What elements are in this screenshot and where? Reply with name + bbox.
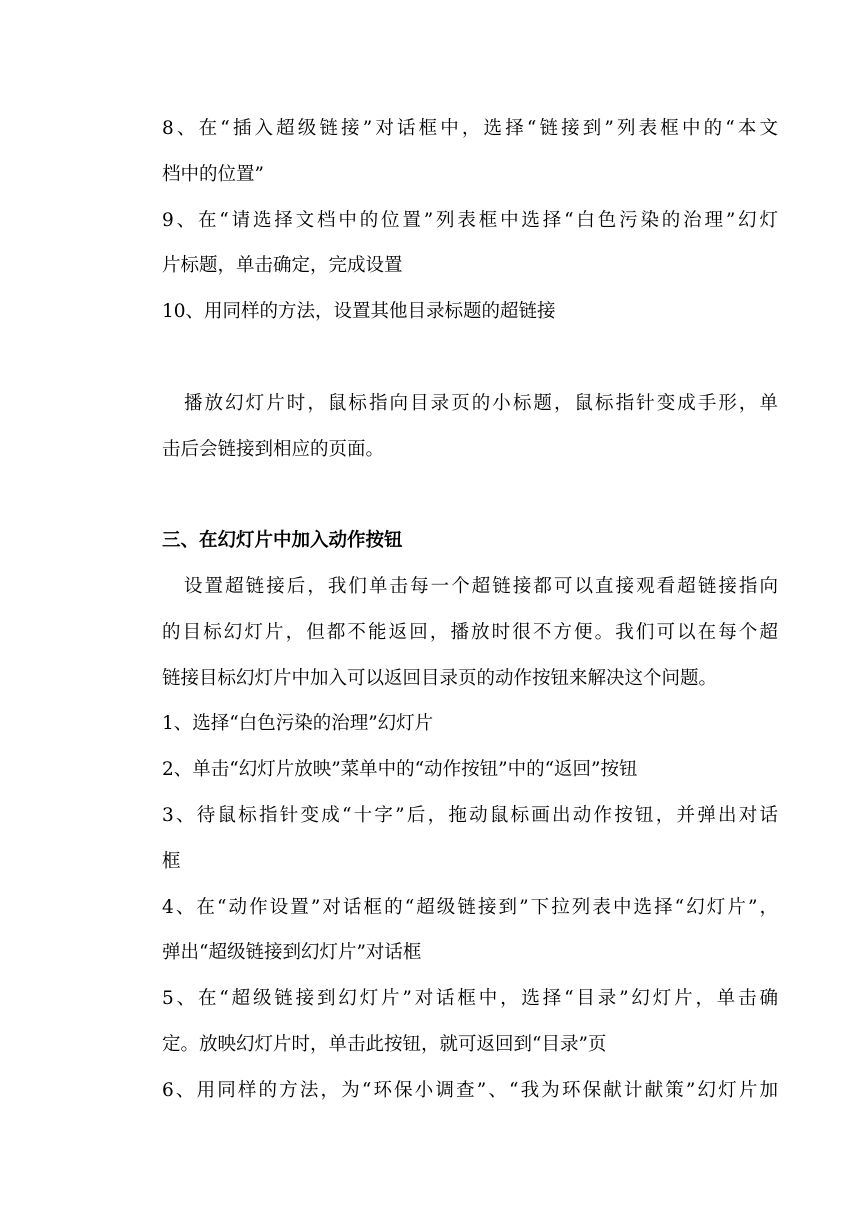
- text-line: 定。放映幻灯片时，单击此按钮，就可返回到“目录”页: [162, 1033, 607, 1055]
- section-intro-paragraph: [162, 564, 778, 701]
- step-10-paragraph: [162, 289, 778, 335]
- text-line: 1、选择“白色污染的治理”幻灯片: [162, 713, 434, 735]
- text-line: 击后会链接到相应的页面。: [162, 438, 385, 460]
- text-line: 档中的位置”: [162, 163, 264, 185]
- playback-note-paragraph: [162, 381, 778, 473]
- s3-step-4-paragraph: [162, 885, 778, 977]
- text-line: 的目标幻灯片，但都不能返回，播放时很不方便。我们可以在每个超: [162, 621, 778, 643]
- text-line: 9、在“请选择文档中的位置”列表框中选择“白色污染的治理”幻灯: [162, 209, 778, 231]
- text-line: 6、用同样的方法，为“环保小调查”、“我为环保献计献策”幻灯片加: [162, 1079, 778, 1101]
- s3-step-1-paragraph: [162, 701, 778, 747]
- s3-step-5-paragraph: [162, 976, 778, 1068]
- text-line: 弹出“超级链接到幻灯片”对话框: [162, 942, 422, 964]
- text-line: 4、在“动作设置”对话框的“超级链接到”下拉列表中选择“幻灯片”，: [162, 896, 778, 918]
- step-8-paragraph: [162, 106, 778, 198]
- s3-step-2-paragraph: [162, 747, 778, 793]
- section-heading: 三、在幻灯片中加入动作按钮: [162, 530, 403, 552]
- text-line: 片标题，单击确定，完成设置: [162, 255, 403, 277]
- blank-line: [162, 335, 778, 381]
- text-line: 8、在“插入超级链接”对话框中，选择“链接到”列表框中的“本文: [162, 118, 778, 139]
- text-line: 播放幻灯片时，鼠标指向目录页的小标题，鼠标指针变成手形，单: [184, 392, 778, 414]
- text-line: 框: [162, 850, 181, 872]
- s3-step-3-paragraph: [162, 793, 778, 885]
- text-line: 链接目标幻灯片中加入可以返回目录页的动作按钮来解决这个问题。: [162, 667, 718, 689]
- s3-step-6-paragraph: [162, 1068, 778, 1114]
- text-line: 3、待鼠标指针变成“十字”后，拖动鼠标画出动作按钮，并弹出对话: [162, 804, 778, 826]
- blank-line: [162, 472, 778, 518]
- step-9-paragraph: [162, 198, 778, 290]
- text-line: 设置超链接后，我们单击每一个超链接都可以直接观看超链接指向: [184, 575, 778, 597]
- document-page: [162, 106, 778, 1114]
- text-line: 2、单击“幻灯片放映”菜单中的“动作按钮”中的“返回”按钮: [162, 759, 638, 781]
- text-line: 5、在“超级链接到幻灯片”对话框中，选择“目录”幻灯片，单击确: [162, 988, 778, 1010]
- text-line: 10、用同样的方法，设置其他目录标题的超链接: [162, 301, 556, 323]
